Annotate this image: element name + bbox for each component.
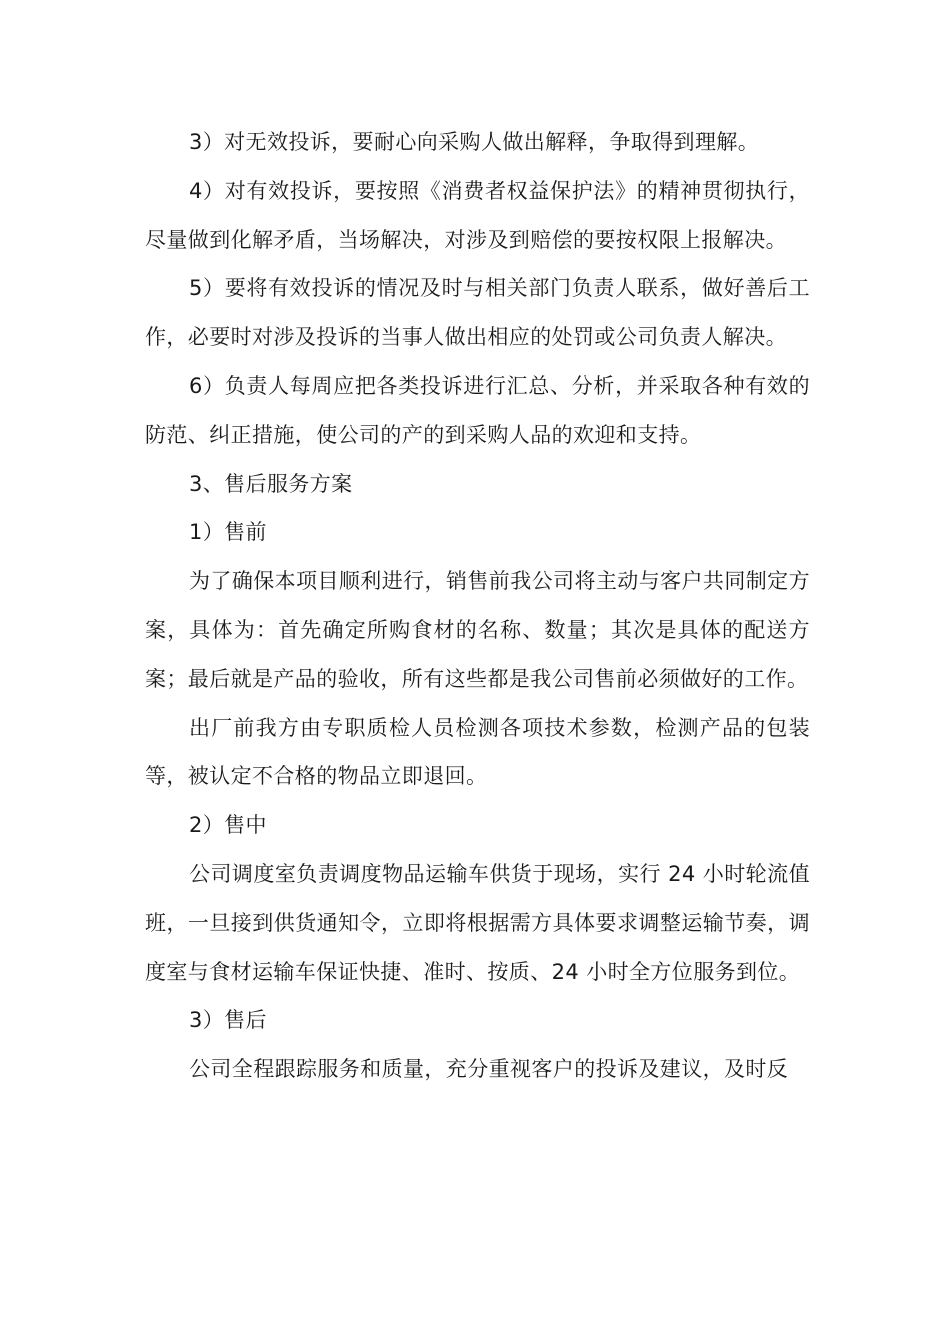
subheading-in-sale: 2）售中 bbox=[189, 813, 267, 838]
paragraph-complaint-invalid: 3）对无效投诉，要耐心向采购人做出解释，争取得到理解。 bbox=[189, 130, 760, 154]
paragraph-pre-sale-inspection: 出厂前我方由专职质检人员检测各项技术参数，检测产品的包装等，被认定不合格的物品立即退回。 bbox=[145, 715, 810, 789]
document-body bbox=[145, 118, 810, 1094]
paragraph-pre-sale-plan: 为了确保本项目顺利进行，销售前我公司将主动与客户共同制定方案，具体为：首先确定所购食材的名称、数量；其次是具体的配送方案；最后就是产品的验收，所有这些都是我公司售前必须做好的工作。 bbox=[145, 569, 810, 691]
paragraph-complaint-followup: 5）要将有效投诉的情况及时与相关部门负责人联系，做好善后工作，必要时对涉及投诉的当事人做出相应的处罚或公司负责人解决。 bbox=[145, 276, 810, 350]
section-heading-after-sales: 3、售后服务方案 bbox=[189, 471, 353, 496]
subheading-post-sale: 3）售后 bbox=[189, 1008, 267, 1033]
subheading-pre-sale: 1）售前 bbox=[189, 520, 267, 545]
paragraph-complaint-valid: 4）对有效投诉，要按照《消费者权益保护法》的精神贯彻执行，尽量做到化解矛盾，当场解决，对涉及到赔偿的要按权限上报解决。 bbox=[145, 178, 810, 252]
paragraph-complaint-summary: 6）负责人每周应把各类投诉进行汇总、分析，并采取各种有效的防范、纠正措施，使公司的产的到采购人品的欢迎和支持。 bbox=[145, 373, 810, 447]
paragraph-post-sale-tracking: 公司全程跟踪服务和质量，充分重视客户的投诉及建议，及时反 bbox=[189, 1057, 789, 1082]
paragraph-in-sale-dispatch: 公司调度室负责调度物品运输车供货于现场，实行 24 小时轮流值班，一旦接到供货通知令，立即将根据需方具体要求调整运输节奏，调度室与食材运输车保证快捷、准时、按质、24 小时全方位服务到位。 bbox=[145, 861, 810, 984]
